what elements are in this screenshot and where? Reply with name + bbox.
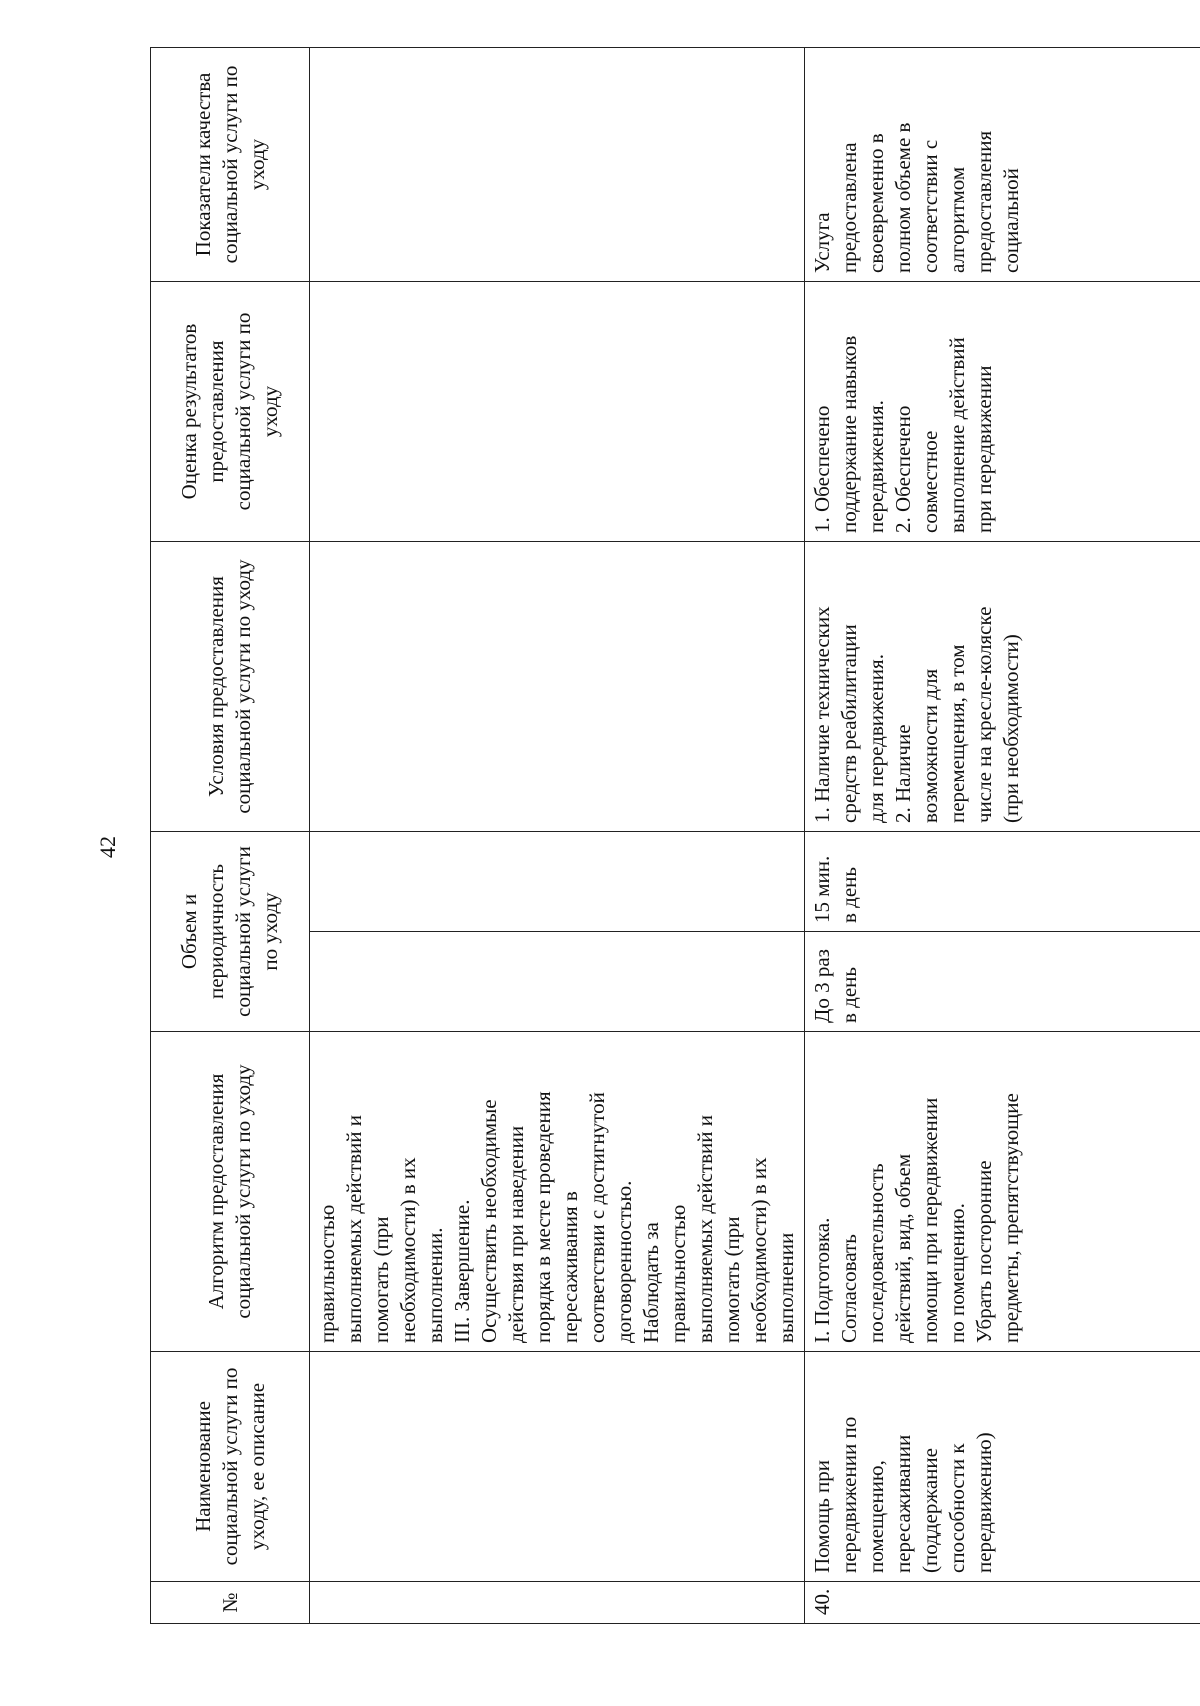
text-line: действия при наведении <box>504 1125 528 1343</box>
text-line: помогать (при <box>720 1216 744 1343</box>
text-line: поддержание навыков <box>837 335 861 533</box>
services-table <box>150 47 1200 1624</box>
text-line: III. Завершение. <box>450 1199 474 1343</box>
text-line: необходимости) в их <box>747 1157 771 1343</box>
cell-volume-frequency <box>805 932 1200 1032</box>
text-line: полном объеме в <box>891 122 915 273</box>
text-line: 2. Наличие <box>891 724 915 823</box>
text-line: действий, вид, объем <box>891 1153 915 1343</box>
cell-quality <box>805 48 1200 282</box>
cell-name <box>310 1352 805 1582</box>
text-line: последовательность <box>864 1163 888 1343</box>
text-line: I. Подготовка. <box>810 1217 834 1343</box>
text-line: До 3 раз <box>810 949 834 1023</box>
text-line: передвижения. <box>864 400 888 533</box>
text-line: выполняемых действий и <box>342 1115 366 1343</box>
text-line: предоставления <box>972 130 996 273</box>
text-line: выполняемых действий и <box>693 1115 717 1343</box>
text-line: Осуществить необходимые <box>477 1099 501 1343</box>
text-line: Согласовать <box>837 1234 861 1343</box>
text-line: в день <box>837 967 861 1023</box>
header-algorithm: Алгоритм предоставления социальной услуги по уходу <box>151 1032 310 1352</box>
table-row <box>805 48 1200 1624</box>
text-line: порядка в месте проведения <box>531 1091 555 1343</box>
header-conditions: Условия предоставления социальной услуги по уходу <box>151 542 310 832</box>
text-line: помещению, <box>864 1460 888 1573</box>
text-line: средств реабилитации <box>837 624 861 823</box>
text-line: Услуга <box>810 212 834 273</box>
text-line: выполнение действий <box>945 337 969 533</box>
text-line: при передвижении <box>972 365 996 533</box>
text-line: передвижении по <box>837 1416 861 1573</box>
text-line: числе на кресле-коляске <box>972 606 996 823</box>
rotated-table-container <box>150 48 1200 1624</box>
cell-algorithm <box>805 1032 1200 1352</box>
header-quality: Показатели качества социальной услуги по уходу <box>151 48 310 282</box>
text-line: передвижению) <box>972 1432 996 1573</box>
text-line: перемещения, в том <box>945 644 969 823</box>
text-line: 15 мин. <box>810 855 834 923</box>
text-line: возможности для <box>918 668 942 823</box>
header-name: Наименование социальной услуги по уходу, ее описание <box>151 1352 310 1582</box>
cell-quality <box>310 48 805 282</box>
text-line: помощи при передвижении <box>918 1097 942 1343</box>
cell-name <box>805 1352 1200 1582</box>
cell-evaluation <box>310 282 805 542</box>
text-line: соответствии с достигнутой <box>585 1092 609 1343</box>
text-line: Помощь при <box>810 1459 834 1573</box>
header-evaluation: Оценка результатов предоставления социальной услуги по уходу <box>151 282 310 542</box>
text-line: пересаживания в <box>558 1191 582 1343</box>
text-line: алгоритмом <box>945 166 969 273</box>
text-line: предоставлена <box>837 142 861 273</box>
text-line: для передвижения. <box>864 654 888 823</box>
text-line: правильностью <box>666 1204 690 1343</box>
text-line: необходимости) в их <box>396 1157 420 1343</box>
text-line: социальной <box>999 168 1023 273</box>
cell-algorithm <box>310 1032 805 1352</box>
text-line: помогать (при <box>369 1216 393 1343</box>
text-line: своевременно в <box>864 133 888 273</box>
text-line: договоренностью. <box>612 1180 636 1343</box>
cell-conditions <box>805 542 1200 832</box>
text-line: в день <box>837 867 861 923</box>
table-row <box>310 48 805 1624</box>
text-line: по помещению. <box>945 1203 969 1343</box>
text-line: выполнении. <box>423 1227 447 1343</box>
text-line: соответствии с <box>918 139 942 273</box>
cell-num <box>310 1582 805 1624</box>
table-header-row <box>151 48 310 1624</box>
text-line: выполнении <box>774 1232 798 1343</box>
text-line: 1. Наличие технических <box>810 606 834 823</box>
text-line: (поддержание <box>918 1448 942 1573</box>
text-line: правильностью <box>315 1204 339 1343</box>
cell-volume-duration <box>805 832 1200 932</box>
cell-volume-frequency <box>310 932 805 1032</box>
cell-volume-duration <box>310 832 805 932</box>
header-num: № <box>151 1582 310 1624</box>
text-line: пересаживании <box>891 1434 915 1573</box>
header-volume: Объем и периодичность социальной услуги по уходу <box>151 832 310 1032</box>
text-line: совместное <box>918 430 942 533</box>
text-line: Убрать посторонние <box>972 1160 996 1343</box>
text-line: Наблюдать за <box>639 1222 663 1343</box>
page-number: 42 <box>95 836 120 858</box>
cell-evaluation <box>805 282 1200 542</box>
text-line: 1. Обеспечено <box>810 405 834 533</box>
cell-conditions <box>310 542 805 832</box>
text-line: способности к <box>945 1443 969 1573</box>
text-line: (при необходимости) <box>999 634 1023 823</box>
text-line: 2. Обеспечено <box>891 405 915 533</box>
text-line: предметы, препятствующие <box>999 1093 1023 1343</box>
cell-num: 40. <box>805 1582 1200 1624</box>
